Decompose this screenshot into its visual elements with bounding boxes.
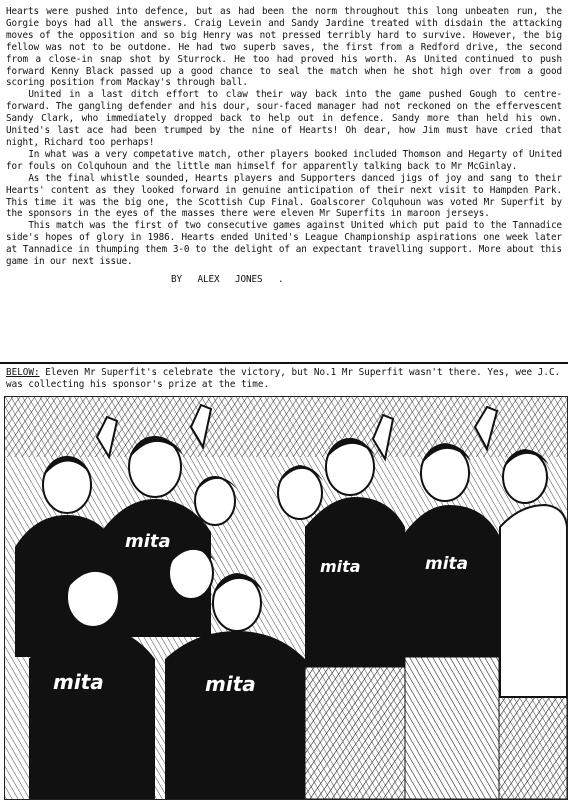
caption-lead: BELOW: [6, 367, 40, 378]
section-divider [0, 362, 568, 364]
celebration-illustration [4, 396, 568, 800]
jersey-sponsor: mita [205, 672, 256, 696]
jersey-sponsor: mita [53, 670, 104, 694]
article-paragraph: This match was the first of two consecutive games against United which put paid to the Tannadice side's hopes of glory in 1986. Hearts ended United's League Championship aspirations one week later at Tannadice in thumping them 3-0 to the delight of an expectant travelling support. More about this game in our next issue. [6, 220, 562, 268]
article-paragraph: As the final whistle sounded, Hearts players and Supporters danced jigs of joy and sang to their Hearts' content as they looked forward in genuine anticipation of their next visit to Hampden Park. This time it was the big one, the Scottish Cup Final. Goalscorer Colquhoun was voted Mr Superfit by the sponsors in the eyes of the masses there were eleven Mr Superfits in maroon jerseys. [6, 172, 562, 220]
photo-caption [6, 367, 562, 391]
article-paragraph: Hearts were pushed into defence, but as had been the norm throughout this long unbeaten run, the Gorgie boys had all the answers. Craig Levein and Sandy Jardine treated with disdain the attacking moves of the opposition and so big Henry was not pressed terribly hard to survive. However, the big fellow was not to be outdone. He had two superb saves, the first from a Redford drive, the second from a close-in snap shot by Sturrock. He too had proved his worth. As United continued to push forward Kenny Black passed up a good chance to seal the match when he shot high over from a good scoring position from Mackay's through ball. [6, 6, 562, 89]
caption-text: Eleven Mr Superfit's celebrate the victory, but No.1 Mr Superfit wasn't there. Yes, wee J.C. was collecting his sponsor's prize at the time. [6, 367, 561, 390]
article-paragraph: United in a last ditch effort to claw their way back into the game pushed Gough to centre-forward. The gangling defender and his dour, sour-faced manager had not reckoned on the effervescent Sandy Clark, who immediately dropped back to help out in defence. Sandy more than held his own. United's last ace had been trumped by the nine of Hearts! Oh dear, how Jim must have cried that night, Richard too perhaps! [6, 89, 562, 148]
jersey-sponsor: mita [320, 557, 361, 576]
byline: BY ALEX JONES . [171, 273, 284, 285]
jersey-sponsor: mita [125, 531, 171, 552]
jersey-sponsor: mita [425, 554, 469, 574]
article-body [6, 6, 562, 286]
article-paragraph: In what was a very competative match, other players booked included Thomson and Hegarty of United for fouls on Colquhoun and the little man himself for apparently talking back to Mr McGinlay. [6, 148, 562, 172]
illustration-drawing [5, 397, 567, 799]
